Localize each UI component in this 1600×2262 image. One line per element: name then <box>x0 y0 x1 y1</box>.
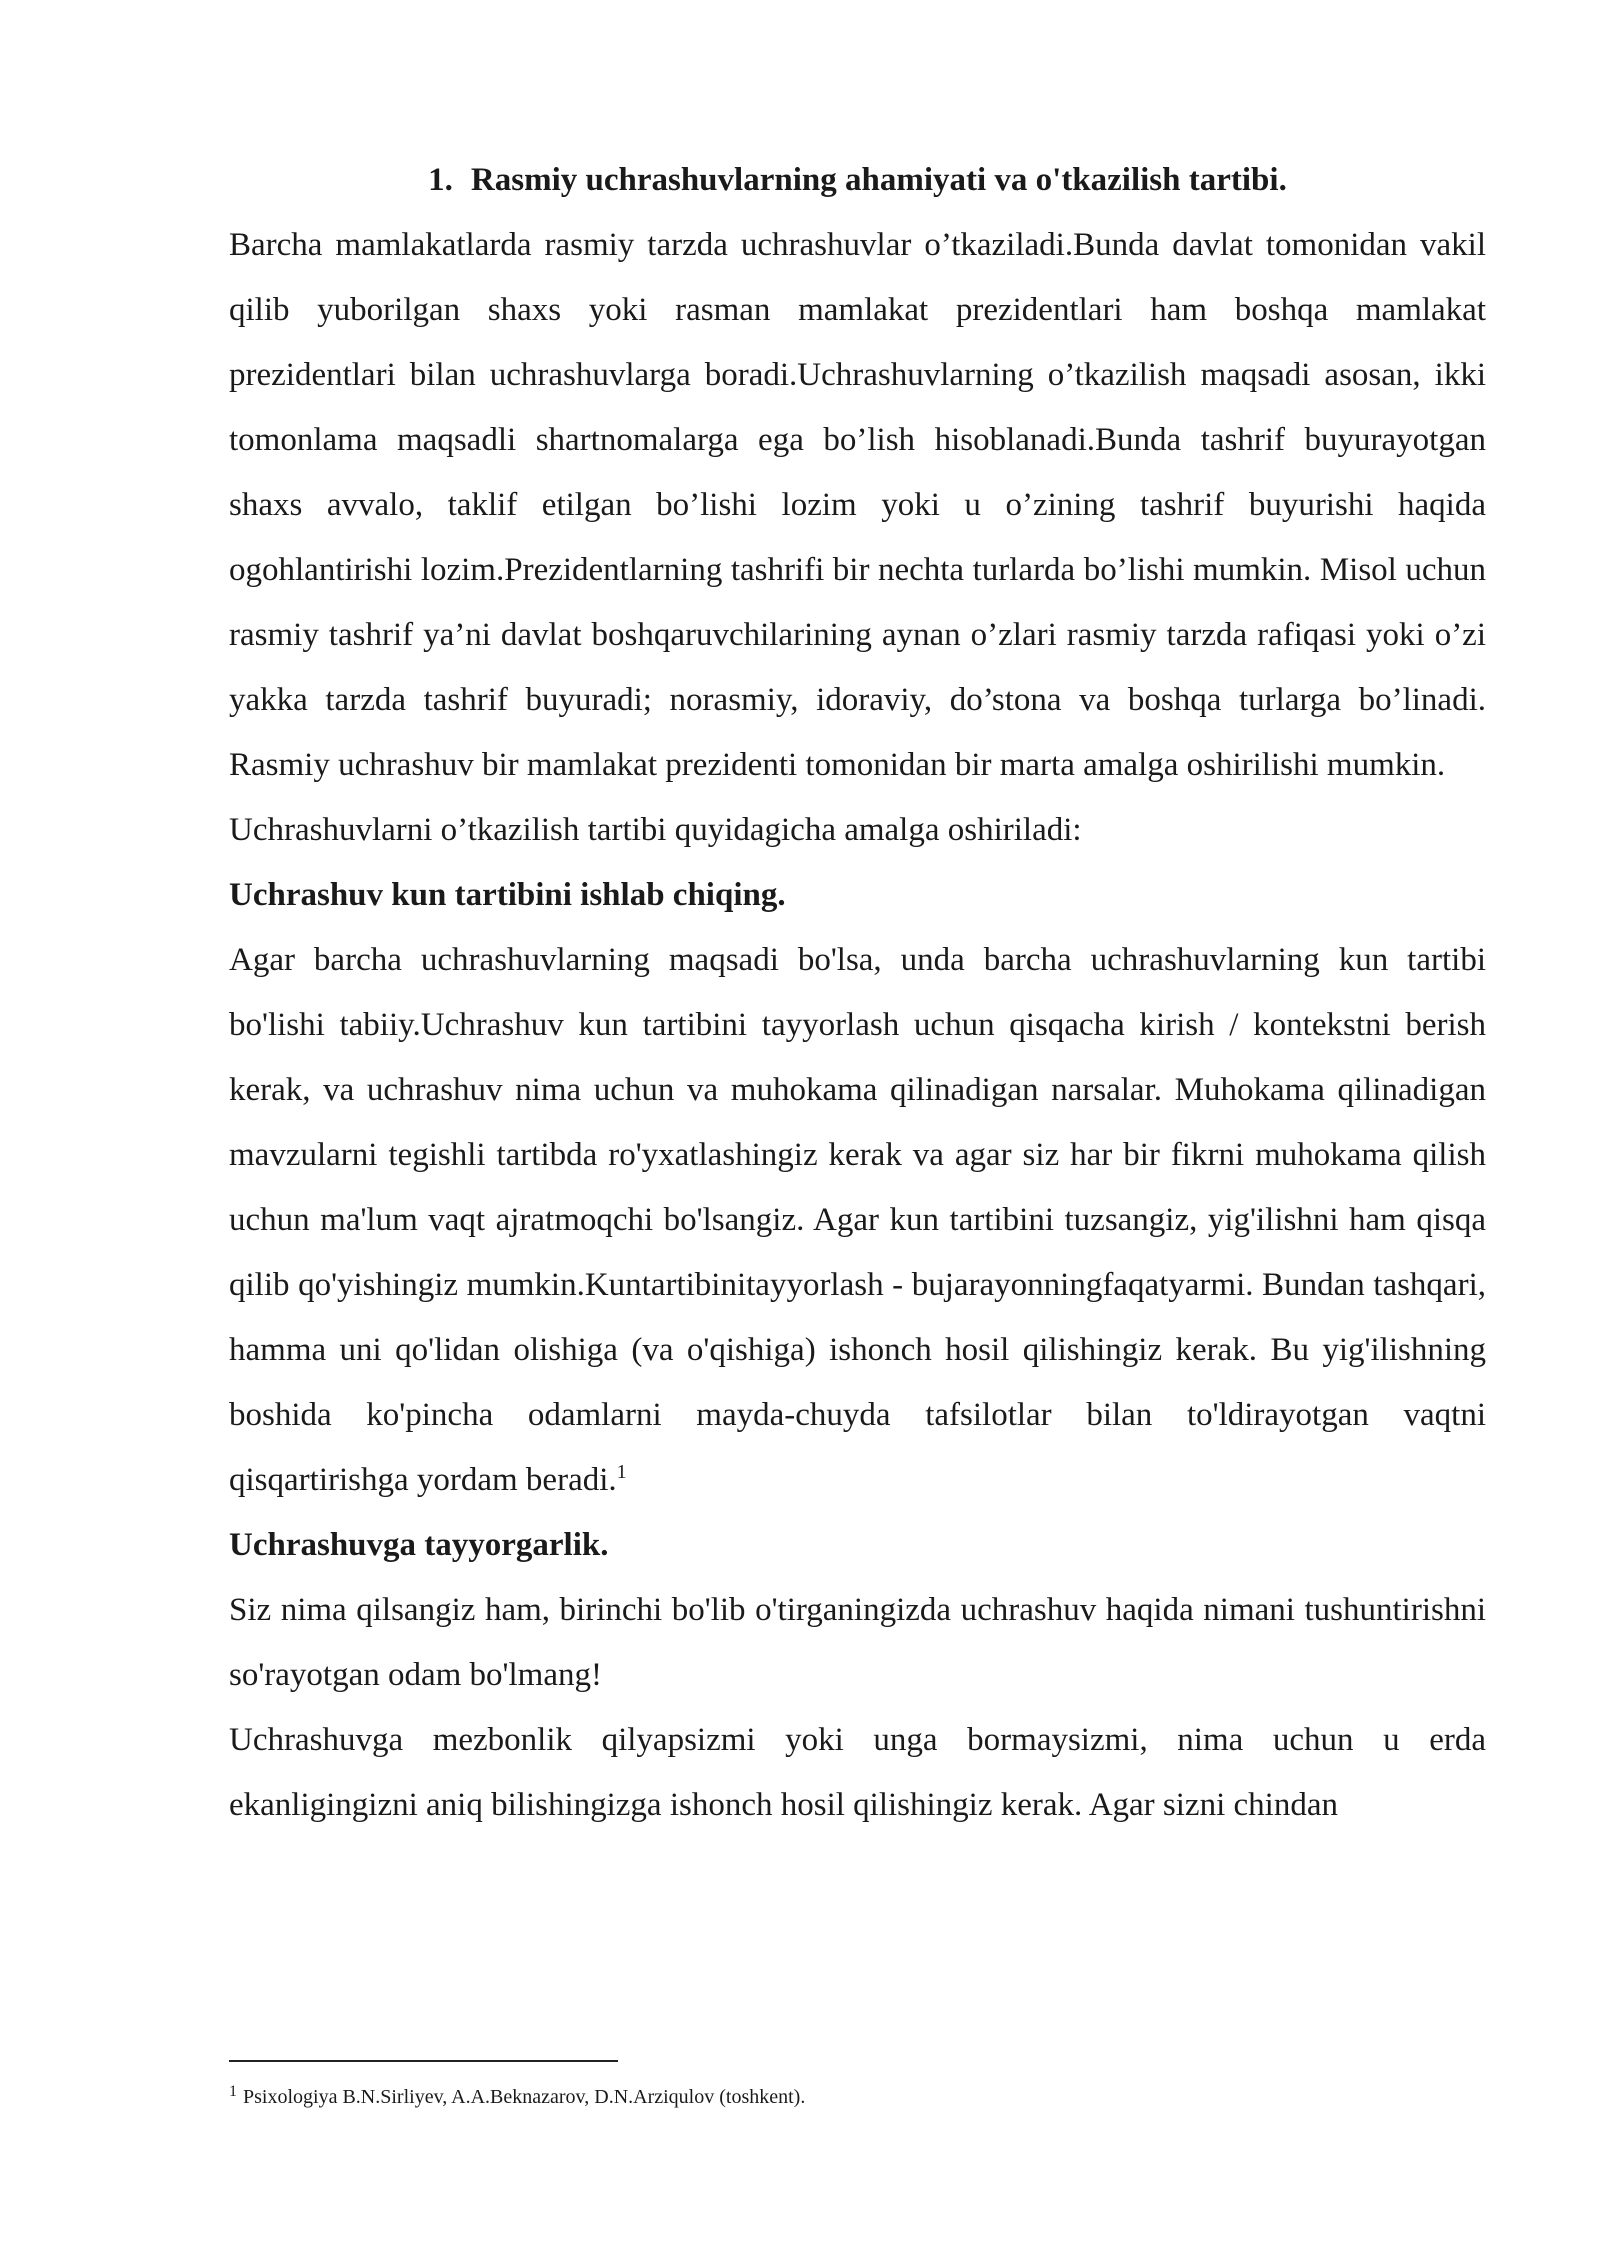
section-number: 1. <box>428 162 453 198</box>
paragraph-preparation-2: Uchrashuvga mezbonlik qilyapsizmi yoki unga bormaysizmi, nima uchun u erda ekanligingizni aniq bilishingizga ishonch hosil qilishingiz kerak. Agar sizni chindan <box>229 1722 1486 1823</box>
paragraph-intro: Barcha mamlakatlarda rasmiy tarzda uchrashuvlar o’tkaziladi.Bunda davlat tomonidan vakil qilib yuborilgan shaxs yoki rasman mamlakat prezidentlari ham boshqa mamlakat prezidentlari bilan uchrashuvlarga boradi.Uchrashuvlarning o’tkazilish maqsadi asosan, ikki tomonlama maqsadli shartnomalarga ega bo’lish hisoblanadi.Bunda tashrif buyurayotgan shaxs avvalo, taklif etilgan bo’lishi lozim yoki u o’zining tashrif buyurishi haqida ogohlantirishi lozim.Prezidentlarning tashrifi bir nechta turlarda bo’lishi mumkin. Misol uchun rasmiy tashrif ya’ni davlat boshqaruvchilarining aynan o’zlari rasmiy tarzda rafiqasi yoki o’zi yakka tarzda tashrif buyuradi; norasmiy, idoraviy, do’stona va boshqa turlarga bo’linadi. Rasmiy uchrashuv bir mamlakat prezidenti tomonidan bir marta amalga oshirilishi mumkin. <box>229 227 1486 783</box>
footnote-text: Psixologiya B.N.Sirliyev, A.A.Beknazarov, D.N.Arziqulov (toshkent). <box>243 2086 806 2108</box>
paragraph-preparation-1: Siz nima qilsangiz ham, birinchi bo'lib o'tirganingizda uchrashuv haqida nimani tushuntirishni so'rayotgan odam bo'lmang! <box>229 1592 1486 1693</box>
section-heading <box>229 148 1486 213</box>
footnote-divider <box>229 2060 618 2062</box>
subheading-preparation: Uchrashuvga tayyorgarlik. <box>229 1527 609 1563</box>
document-body <box>229 148 1486 1838</box>
paragraph-order: Uchrashuvlarni o’tkazilish tartibi quyidagicha amalga oshiriladi: <box>229 812 1082 848</box>
paragraph-agenda-text: Agar barcha uchrashuvlarning maqsadi bo'lsa, unda barcha uchrashuvlarning kun tartibi bo'lishi tabiiy.Uchrashuv kun tartibini tayyorlash uchun qisqacha kirish / kontekstni berish kerak, va uchrashuv nima uchun va muhokama qilinadigan narsalar. Muhokama qilinadigan mavzularni tegishli tartibda ro'yxatlashingiz kerak va agar siz har bir fikrni muhokama qilish uchun ma'lum vaqt ajratmoqchi bo'lsangiz. Agar kun tartibini tuzsangiz, yig'ilishni ham qisqa qilib qo'yishingiz mumkin.Kuntartibinitayyorlash - bujarayonningfaqatyarmi. Bundan tashqari, hamma uni qo'lidan olishiga (va o'qishiga) ishonch hosil qilishingiz kerak. Bu yig'ilishning boshida ko'pincha odamlarni mayda-chuyda tafsilotlar bilan to'ldirayotgan vaqtni qisqartirishga yordam beradi. <box>229 942 1486 1498</box>
footnote <box>229 2082 805 2112</box>
subheading-agenda: Uchrashuv kun tartibini ishlab chiqing. <box>229 877 786 913</box>
footnote-reference[interactable]: 1 <box>616 1461 627 1483</box>
footnote-marker: 1 <box>229 2083 237 2100</box>
paragraph-agenda <box>229 928 1486 1513</box>
section-title: Rasmiy uchrashuvlarning ahamiyati va o'tkazilish tartibi. <box>470 162 1287 198</box>
